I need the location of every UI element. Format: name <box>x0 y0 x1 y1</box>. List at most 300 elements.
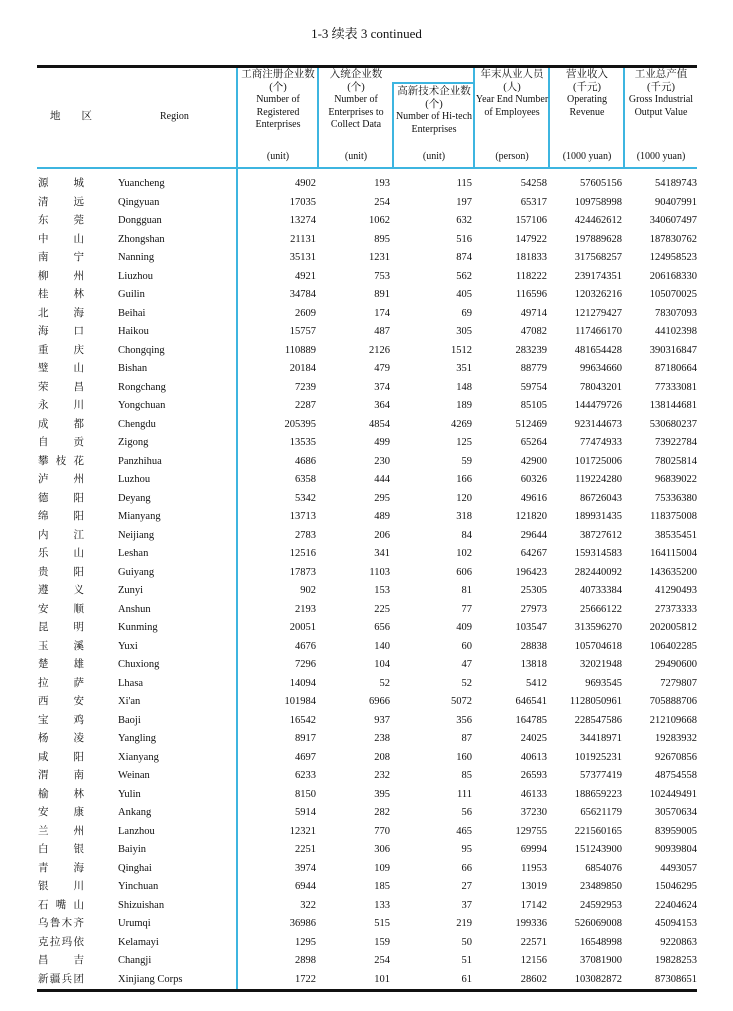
region-name-en: Neijiang <box>118 529 155 541</box>
cell-value: 306 <box>374 844 390 855</box>
cell-value: 77 <box>461 603 472 615</box>
cell-value: 110889 <box>284 344 316 356</box>
cell-value: 295 <box>374 492 390 504</box>
region-name-en: Lanzhou <box>118 825 155 837</box>
cell-value: 5072 <box>451 696 472 707</box>
cell-value: 515 <box>374 918 390 929</box>
region-name-en: Yuancheng <box>118 178 165 189</box>
cell-value: 120 <box>456 492 472 504</box>
cell-value: 239174351 <box>574 270 622 282</box>
region-name-en: Haikou <box>118 326 149 337</box>
cell-value: 106402285 <box>649 640 697 652</box>
region-name-en: Qinghai <box>118 862 152 874</box>
cell-value: 2898 <box>295 955 316 966</box>
cell-value: 9693545 <box>585 677 622 689</box>
cell-value: 27 <box>461 881 472 892</box>
cell-value: 32021948 <box>580 659 622 670</box>
cell-value: 66 <box>461 862 472 874</box>
cell-value: 101 <box>374 973 390 985</box>
table-row <box>0 656 733 675</box>
cell-value: 874 <box>456 252 472 263</box>
cell-value: 17142 <box>520 899 547 911</box>
table-row <box>0 749 733 768</box>
cell-value: 189 <box>456 400 472 411</box>
cell-value: 144479726 <box>574 400 622 411</box>
cell-value: 27973 <box>520 603 547 615</box>
cell-value: 1231 <box>369 252 390 263</box>
region-name-zh: 自贡 <box>38 437 84 448</box>
cell-value: 23489850 <box>580 881 622 892</box>
cell-value: 138144681 <box>649 400 697 411</box>
cell-value: 25305 <box>520 585 547 596</box>
column-unit: (unit) <box>422 151 446 162</box>
cell-value: 405 <box>456 289 472 300</box>
cell-value: 24025 <box>520 733 547 744</box>
table-row <box>0 490 733 509</box>
cell-value: 78043201 <box>580 381 622 393</box>
region-name-zh: 安康 <box>38 807 84 818</box>
table-row <box>0 212 733 231</box>
cell-value: 121279427 <box>574 307 622 319</box>
cell-value: 4676 <box>295 640 316 652</box>
region-name-en: Chengdu <box>118 418 156 430</box>
region-name-zh: 楚雄 <box>38 659 84 670</box>
column-header-zh: 工商注册企业数 <box>241 69 315 80</box>
cell-value: 530680237 <box>649 418 697 430</box>
cell-value: 6233 <box>295 770 316 781</box>
table-row <box>0 693 733 712</box>
cell-value: 230 <box>374 455 390 467</box>
cell-value: 390316847 <box>649 344 697 356</box>
region-name-en: Nanning <box>118 252 155 263</box>
cell-value: 27373333 <box>655 603 697 615</box>
cell-value: 47 <box>461 659 472 670</box>
cell-value: 174 <box>374 307 390 319</box>
region-name-zh: 北海 <box>38 307 84 319</box>
region-name-zh: 璧山 <box>38 363 84 374</box>
cell-value: 54189743 <box>655 178 697 189</box>
cell-value: 283239 <box>515 344 547 356</box>
table-row <box>0 360 733 379</box>
cell-value: 92670856 <box>655 751 697 763</box>
table-title: 1-3 续表 3 continued <box>311 26 422 41</box>
cell-value: 60 <box>461 640 472 652</box>
cell-value: 465 <box>456 825 472 837</box>
column-unit: (1000 yuan) <box>636 151 686 162</box>
cell-value: 444 <box>374 474 390 485</box>
table-row <box>0 638 733 657</box>
region-name-en: Leshan <box>118 548 149 559</box>
cell-value: 15046295 <box>655 881 697 892</box>
cell-value: 705888706 <box>649 696 697 707</box>
table-row <box>0 712 733 731</box>
cell-value: 121820 <box>515 511 547 522</box>
cell-value: 87308651 <box>655 973 697 985</box>
cell-value: 318 <box>456 511 472 522</box>
cell-value: 5914 <box>295 807 316 818</box>
cell-value: 13019 <box>520 881 547 892</box>
cell-value: 61 <box>461 973 472 985</box>
cell-value: 38727612 <box>580 529 622 541</box>
cell-value: 13274 <box>289 215 316 226</box>
table-row <box>0 342 733 361</box>
cell-value: 4686 <box>295 455 316 467</box>
table-row <box>0 231 733 250</box>
cell-value: 221560165 <box>574 825 622 837</box>
cell-value: 4854 <box>369 418 390 430</box>
cell-value: 90407991 <box>655 196 697 208</box>
table-row <box>0 897 733 916</box>
cell-value: 52 <box>461 677 472 689</box>
cell-value: 111 <box>457 788 472 800</box>
region-name-en: Kunming <box>118 622 158 633</box>
cell-value: 356 <box>456 714 472 726</box>
cell-value: 88779 <box>520 363 547 374</box>
cell-value: 38535451 <box>655 529 697 541</box>
bottom-rule <box>37 989 697 992</box>
cell-value: 24592953 <box>580 899 622 911</box>
cell-value: 84 <box>461 529 472 541</box>
cell-value: 28602 <box>520 973 547 985</box>
column-header-en: Operating Revenue <box>567 94 607 118</box>
top-rule <box>37 65 697 68</box>
cell-value: 51 <box>461 955 472 966</box>
cell-value: 1062 <box>369 215 390 226</box>
cell-value: 54258 <box>520 178 547 189</box>
cell-value: 49714 <box>520 307 547 319</box>
cell-value: 117466170 <box>575 326 622 337</box>
cell-value: 7296 <box>295 659 316 670</box>
cell-value: 90939804 <box>655 844 697 855</box>
cell-value: 101925231 <box>574 751 622 763</box>
region-name-zh: 南宁 <box>38 252 84 263</box>
cell-value: 205395 <box>284 418 316 430</box>
column-header-zh-unit: (人) <box>503 81 521 93</box>
region-name-en: Rongchang <box>118 381 166 393</box>
cell-value: 59 <box>461 455 472 467</box>
cell-value: 187830762 <box>649 233 697 245</box>
cell-value: 5412 <box>526 677 547 689</box>
cell-value: 160 <box>456 751 472 763</box>
cell-value: 109 <box>374 862 390 874</box>
cell-value: 2193 <box>295 603 316 615</box>
cell-value: 202005812 <box>649 622 697 633</box>
cell-value: 526069008 <box>574 918 622 929</box>
cell-value: 4493057 <box>660 862 697 874</box>
cell-value: 646541 <box>515 696 547 707</box>
cell-value: 753 <box>374 270 390 282</box>
region-name-en: Xinjiang Corps <box>118 973 183 985</box>
table-row <box>0 841 733 860</box>
cell-value: 219 <box>456 918 472 929</box>
cell-value: 49616 <box>520 492 547 504</box>
region-name-zh: 乐山 <box>38 548 84 559</box>
cell-value: 313596270 <box>574 622 622 633</box>
region-name-en: Deyang <box>118 492 151 504</box>
cell-value: 212109668 <box>649 714 697 726</box>
column-header-en: Gross Industrial Output Value <box>628 94 694 118</box>
column-header-zh-unit: (千元) <box>647 81 675 93</box>
cell-value: 59754 <box>520 381 547 393</box>
cell-value: 6854076 <box>585 862 622 874</box>
table-row <box>0 915 733 934</box>
cell-value: 895 <box>374 233 390 245</box>
table-row <box>0 323 733 342</box>
cell-value: 923144673 <box>574 418 622 430</box>
column-header <box>238 69 318 132</box>
region-name-zh: 遵义 <box>38 585 84 596</box>
region-name-en: Chongqing <box>118 344 165 356</box>
cell-value: 254 <box>374 955 390 966</box>
table-row <box>0 601 733 620</box>
cell-value: 143635200 <box>649 566 697 578</box>
table-row <box>0 416 733 435</box>
cell-value: 7279807 <box>660 677 697 689</box>
cell-value: 20051 <box>289 622 316 633</box>
cell-value: 115 <box>456 178 472 189</box>
cell-value: 2126 <box>369 344 390 356</box>
region-name-zh: 渭南 <box>38 770 84 781</box>
table-row <box>0 305 733 324</box>
region-name-zh: 石嘴山 <box>38 899 84 911</box>
region-name-zh: 宝鸡 <box>38 714 84 726</box>
cell-value: 395 <box>374 788 390 800</box>
cell-value: 6358 <box>295 474 316 485</box>
cell-value: 13535 <box>289 437 316 448</box>
cell-value: 185 <box>374 881 390 892</box>
cell-value: 189931435 <box>574 511 622 522</box>
cell-value: 45094153 <box>655 918 697 929</box>
cell-value: 103082872 <box>574 973 622 985</box>
cell-value: 164785 <box>515 714 547 726</box>
cell-value: 282 <box>374 807 390 818</box>
table-row <box>0 564 733 583</box>
column-header <box>475 69 549 119</box>
cell-value: 26593 <box>520 770 547 781</box>
region-name-en: Bishan <box>118 363 148 374</box>
cell-value: 188659223 <box>574 788 622 800</box>
cell-value: 1295 <box>295 936 316 948</box>
column-header-zh-unit: (个) <box>269 81 287 93</box>
cell-value: 15757 <box>289 326 316 337</box>
cell-value: 12321 <box>289 825 316 837</box>
region-name-zh: 桂林 <box>38 289 84 300</box>
cell-value: 499 <box>374 437 390 448</box>
region-name-zh: 绵阳 <box>38 511 84 522</box>
region-name-zh: 榆林 <box>38 788 84 800</box>
cell-value: 317568257 <box>574 252 622 263</box>
region-name-en: Yongchuan <box>118 400 166 411</box>
cell-value: 181833 <box>515 252 547 263</box>
cell-value: 78307093 <box>655 307 697 319</box>
cell-value: 147922 <box>515 233 547 245</box>
table-row <box>0 767 733 786</box>
region-name-zh: 海口 <box>38 326 84 337</box>
cell-value: 52 <box>379 677 390 689</box>
cell-value: 83959005 <box>655 825 697 837</box>
table-row <box>0 508 733 527</box>
region-name-en: Zhongshan <box>118 233 165 245</box>
cell-value: 75336380 <box>655 492 697 504</box>
cell-value: 159314583 <box>574 548 622 559</box>
cell-value: 77333081 <box>655 381 697 393</box>
region-name-en: Zunyi <box>118 585 144 596</box>
region-name-en: Baoji <box>118 714 141 726</box>
cell-value: 50 <box>461 936 472 948</box>
cell-value: 21131 <box>290 233 316 245</box>
cell-value: 73922784 <box>655 437 697 448</box>
cell-value: 5342 <box>295 492 316 504</box>
region-name-zh: 昌吉 <box>38 955 84 966</box>
cell-value: 133 <box>374 899 390 911</box>
cell-value: 282440092 <box>574 566 622 578</box>
region-name-en: Baiyin <box>118 844 146 855</box>
region-name-zh: 德阳 <box>38 492 84 504</box>
cell-value: 228547586 <box>574 714 622 726</box>
table-row <box>0 934 733 953</box>
cell-value: 364 <box>374 400 390 411</box>
table-row <box>0 823 733 842</box>
region-name-zh: 永川 <box>38 400 84 411</box>
cell-value: 606 <box>456 566 472 578</box>
cell-value: 7239 <box>295 381 316 393</box>
cell-value: 9220863 <box>660 936 697 948</box>
cell-value: 16542 <box>289 714 316 726</box>
region-name-zh: 银川 <box>38 881 84 892</box>
cell-value: 29644 <box>520 529 547 541</box>
cell-value: 424462612 <box>574 215 622 226</box>
region-name-zh: 泸州 <box>38 474 84 485</box>
cell-value: 124958523 <box>649 252 697 263</box>
table-row <box>0 397 733 416</box>
cell-value: 305 <box>456 326 472 337</box>
cell-value: 77474933 <box>580 437 622 448</box>
column-header-en: Number of Registered Enterprises <box>255 94 301 130</box>
table-row <box>0 268 733 287</box>
cell-value: 22571 <box>520 936 547 948</box>
cell-value: 40733384 <box>580 585 622 596</box>
region-name-zh: 攀枝花 <box>38 455 84 467</box>
region-name-en: Urumqi <box>118 918 151 929</box>
column-header <box>319 69 393 132</box>
cell-value: 199336 <box>515 918 547 929</box>
cell-value: 351 <box>456 363 472 374</box>
cell-value: 17873 <box>289 566 316 578</box>
region-name-en: Panzhihua <box>118 455 162 467</box>
cell-value: 17035 <box>289 196 316 208</box>
cell-value: 481654428 <box>574 344 622 356</box>
cell-value: 3974 <box>295 862 316 874</box>
cell-value: 516 <box>456 233 472 245</box>
cell-value: 19283932 <box>655 733 697 744</box>
cell-value: 14094 <box>289 677 316 689</box>
column-header-zh: 入统企业数 <box>329 69 383 80</box>
cell-value: 69 <box>461 307 472 319</box>
cell-value: 206 <box>374 529 390 541</box>
cell-value: 153 <box>374 585 390 596</box>
cell-value: 37 <box>461 899 472 911</box>
cell-value: 197 <box>456 196 472 208</box>
cell-value: 487 <box>374 326 390 337</box>
region-name-zh: 清远 <box>38 196 84 208</box>
cell-value: 4902 <box>295 178 316 189</box>
region-name-zh: 内江 <box>38 529 84 541</box>
cell-value: 16548998 <box>580 936 622 948</box>
column-header <box>394 86 474 136</box>
column-header-zh: 营业收入 <box>566 69 608 80</box>
cell-value: 25666122 <box>580 603 622 615</box>
region-name-zh: 贵阳 <box>38 566 84 578</box>
cell-value: 34784 <box>289 289 316 300</box>
cell-value: 40613 <box>520 751 547 763</box>
cell-value: 102 <box>456 548 472 559</box>
table-row <box>0 582 733 601</box>
cell-value: 103547 <box>515 622 547 633</box>
region-name-en: Qingyuan <box>118 196 160 208</box>
region-name-en: Liuzhou <box>118 270 153 282</box>
cell-value: 57377419 <box>580 770 622 781</box>
region-name-zh: 源城 <box>38 178 84 189</box>
cell-value: 36986 <box>289 918 316 929</box>
column-header <box>550 69 624 119</box>
cell-value: 65621179 <box>580 807 622 818</box>
region-name-en: Yangling <box>118 733 157 744</box>
cell-value: 65264 <box>520 437 547 448</box>
region-name-zh: 成都 <box>38 418 84 430</box>
column-unit: (person) <box>495 151 529 162</box>
cell-value: 37081900 <box>580 955 622 966</box>
column-header-zh-unit: (千元) <box>573 81 601 93</box>
region-name-en: Xi'an <box>118 696 141 707</box>
cell-value: 341 <box>374 548 390 559</box>
cell-value: 48754558 <box>655 770 697 781</box>
region-name-en: Luzhou <box>118 474 151 485</box>
cell-value: 57605156 <box>580 178 622 189</box>
cell-value: 4697 <box>295 751 316 763</box>
cell-value: 157106 <box>515 215 547 226</box>
cell-value: 6966 <box>369 696 390 707</box>
region-name-zh: 乌鲁木齐 <box>38 918 84 929</box>
table-row <box>0 730 733 749</box>
region-name-en: Weinan <box>118 770 150 781</box>
cell-value: 140 <box>374 640 390 652</box>
cell-value: 119224280 <box>575 474 622 485</box>
table-row <box>0 786 733 805</box>
region-name-en: Dongguan <box>118 215 162 226</box>
cell-value: 35131 <box>289 252 316 263</box>
table-row <box>0 545 733 564</box>
cell-value: 47082 <box>520 326 547 337</box>
region-name-en: Yuxi <box>118 640 138 652</box>
cell-value: 34418971 <box>580 733 622 744</box>
region-name-zh: 昆明 <box>38 622 84 633</box>
cell-value: 562 <box>456 270 472 282</box>
cell-value: 2287 <box>295 400 316 411</box>
region-name-zh: 中山 <box>38 233 84 245</box>
region-name-zh: 杨凌 <box>38 733 84 744</box>
cell-value: 238 <box>374 733 390 744</box>
cell-value: 770 <box>374 825 390 837</box>
cell-value: 11953 <box>521 862 547 874</box>
cell-value: 512469 <box>515 418 547 430</box>
region-name-zh: 拉萨 <box>38 677 84 689</box>
region-name-zh: 克拉玛依 <box>38 936 84 948</box>
cell-value: 101984 <box>284 696 316 707</box>
region-name-zh: 荣昌 <box>38 381 84 393</box>
region-name-en: Kelamayi <box>118 936 159 948</box>
column-header-zh: 工业总产值 <box>634 69 688 80</box>
cell-value: 85105 <box>520 400 547 411</box>
